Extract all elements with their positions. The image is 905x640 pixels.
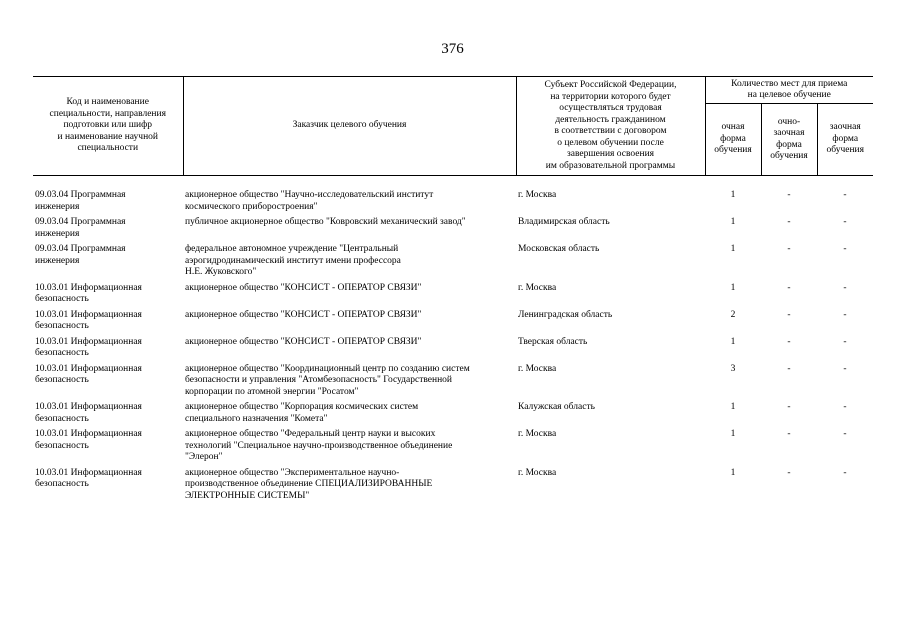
fulltime-cell: 1 (730, 282, 736, 293)
mixed-cell: - (787, 363, 791, 374)
customer-cell: публичное акционерное общество "Ковровский механический завод" (185, 217, 466, 227)
target-training-table (33, 76, 873, 506)
code-cell: 10.03.01 Информационная безопасность (35, 309, 142, 331)
table-header (33, 77, 873, 176)
fulltime-cell: 3 (730, 363, 736, 374)
header-parttime: заочная форма обучения (817, 104, 873, 176)
header-fulltime: очная форма обучения (705, 104, 761, 176)
code-cell: 10.03.01 Информационная безопасность (35, 282, 142, 304)
customer-cell: федеральное автономное учреждение "Центральный аэрогидродинамический институт имени профессора Н.Е. Жуковского" (185, 244, 401, 277)
code-cell: 10.03.01 Информационная безопасность (35, 402, 142, 424)
customer-cell: акционерное общество "Координационный центр по созданию систем безопасности и управления "Атомбезопасность" Государственной корпорации по атомной энергии "Росатом" (185, 363, 470, 397)
code-cell: 09.03.04 Программная инженерия (35, 244, 126, 266)
table-row (33, 364, 873, 403)
table-row (33, 217, 873, 244)
parttime-cell: - (843, 363, 847, 374)
parttime-cell: - (843, 282, 847, 293)
mixed-cell: - (787, 467, 791, 478)
code-cell: 10.03.01 Информационная безопасность (35, 336, 142, 358)
mixed-cell: - (787, 309, 791, 320)
header-mixed: очно- заочная форма обучения (761, 104, 817, 176)
fulltime-cell: 2 (730, 309, 736, 320)
region-cell: Владимирская область (518, 217, 610, 227)
region-cell: г. Москва (518, 429, 557, 439)
parttime-cell: - (843, 190, 847, 200)
region-cell: г. Москва (518, 363, 557, 374)
customer-cell: акционерное общество "КОНСИСТ - ОПЕРАТОР СВЯЗИ" (185, 309, 422, 320)
header-customer: Заказчик целевого обучения (183, 77, 516, 176)
code-cell: 09.03.04 Программная инженерия (35, 217, 126, 239)
customer-cell: акционерное общество "Научно-исследовательский институт космического приборостроения" (185, 190, 434, 212)
parttime-cell: - (843, 244, 847, 254)
parttime-cell: - (843, 467, 847, 478)
mixed-cell: - (787, 190, 791, 200)
table-row (33, 244, 873, 283)
mixed-cell: - (787, 336, 791, 347)
table-row (33, 402, 873, 429)
table-row (33, 283, 873, 310)
code-cell: 10.03.01 Информационная безопасность (35, 467, 142, 489)
mixed-cell: - (787, 402, 791, 412)
region-cell: Московская область (518, 244, 600, 254)
region-cell: Ленинградская область (518, 309, 613, 320)
fulltime-cell: 1 (730, 336, 736, 347)
mixed-cell: - (787, 429, 791, 439)
customer-cell: акционерное общество "Федеральный центр науки и высоких технологий "Специальное научно-производственное объединение "Элерон" (185, 429, 453, 462)
parttime-cell: - (843, 429, 847, 439)
table-row (33, 337, 873, 364)
region-cell: г. Москва (518, 190, 557, 200)
region-cell: г. Москва (518, 282, 557, 293)
table-row (33, 176, 873, 218)
page-number: 376 (441, 41, 464, 57)
header-subject: Субъект Российской Федерации, на территории которого будет осуществляться трудовая деятельность гражданином в соответствии с договором о целевом обучении после завершения освоения им образовательной программы (516, 77, 705, 176)
table-row (33, 310, 873, 337)
table-row (33, 429, 873, 468)
customer-cell: акционерное общество "КОНСИСТ - ОПЕРАТОР СВЯЗИ" (185, 336, 422, 347)
mixed-cell: - (787, 244, 791, 254)
region-cell: Тверская область (518, 336, 588, 347)
customer-cell: акционерное общество "Корпорация космических систем специального назначения "Комета" (185, 402, 419, 424)
fulltime-cell: 1 (730, 402, 736, 412)
header-places: Количество мест для приема на целевое обучение (705, 77, 873, 104)
table-body (33, 176, 873, 507)
mixed-cell: - (787, 282, 791, 293)
header-code: Код и наименование специальности, направления подготовки или шифр и наименование научной специальности (33, 77, 183, 176)
fulltime-cell: 1 (730, 244, 736, 254)
table-row (33, 468, 873, 507)
code-cell: 10.03.01 Информационная безопасность (35, 429, 142, 451)
fulltime-cell: 1 (730, 190, 736, 200)
fulltime-cell: 1 (730, 429, 736, 439)
parttime-cell: - (843, 217, 847, 227)
fulltime-cell: 1 (730, 217, 736, 227)
parttime-cell: - (843, 309, 847, 320)
customer-cell: акционерное общество "Экспериментальное научно- производственное объединение СПЕЦИАЛИЗИРОВАННЫЕ ЭЛЕКТРОННЫЕ СИСТЕМЫ" (185, 467, 433, 501)
customer-cell: акционерное общество "КОНСИСТ - ОПЕРАТОР СВЯЗИ" (185, 282, 422, 293)
parttime-cell: - (843, 402, 847, 412)
fulltime-cell: 1 (730, 467, 736, 478)
parttime-cell: - (843, 336, 847, 347)
region-cell: г. Москва (518, 467, 557, 478)
code-cell: 09.03.04 Программная инженерия (35, 190, 126, 212)
region-cell: Калужская область (518, 402, 595, 412)
code-cell: 10.03.01 Информационная безопасность (35, 363, 142, 385)
mixed-cell: - (787, 217, 791, 227)
